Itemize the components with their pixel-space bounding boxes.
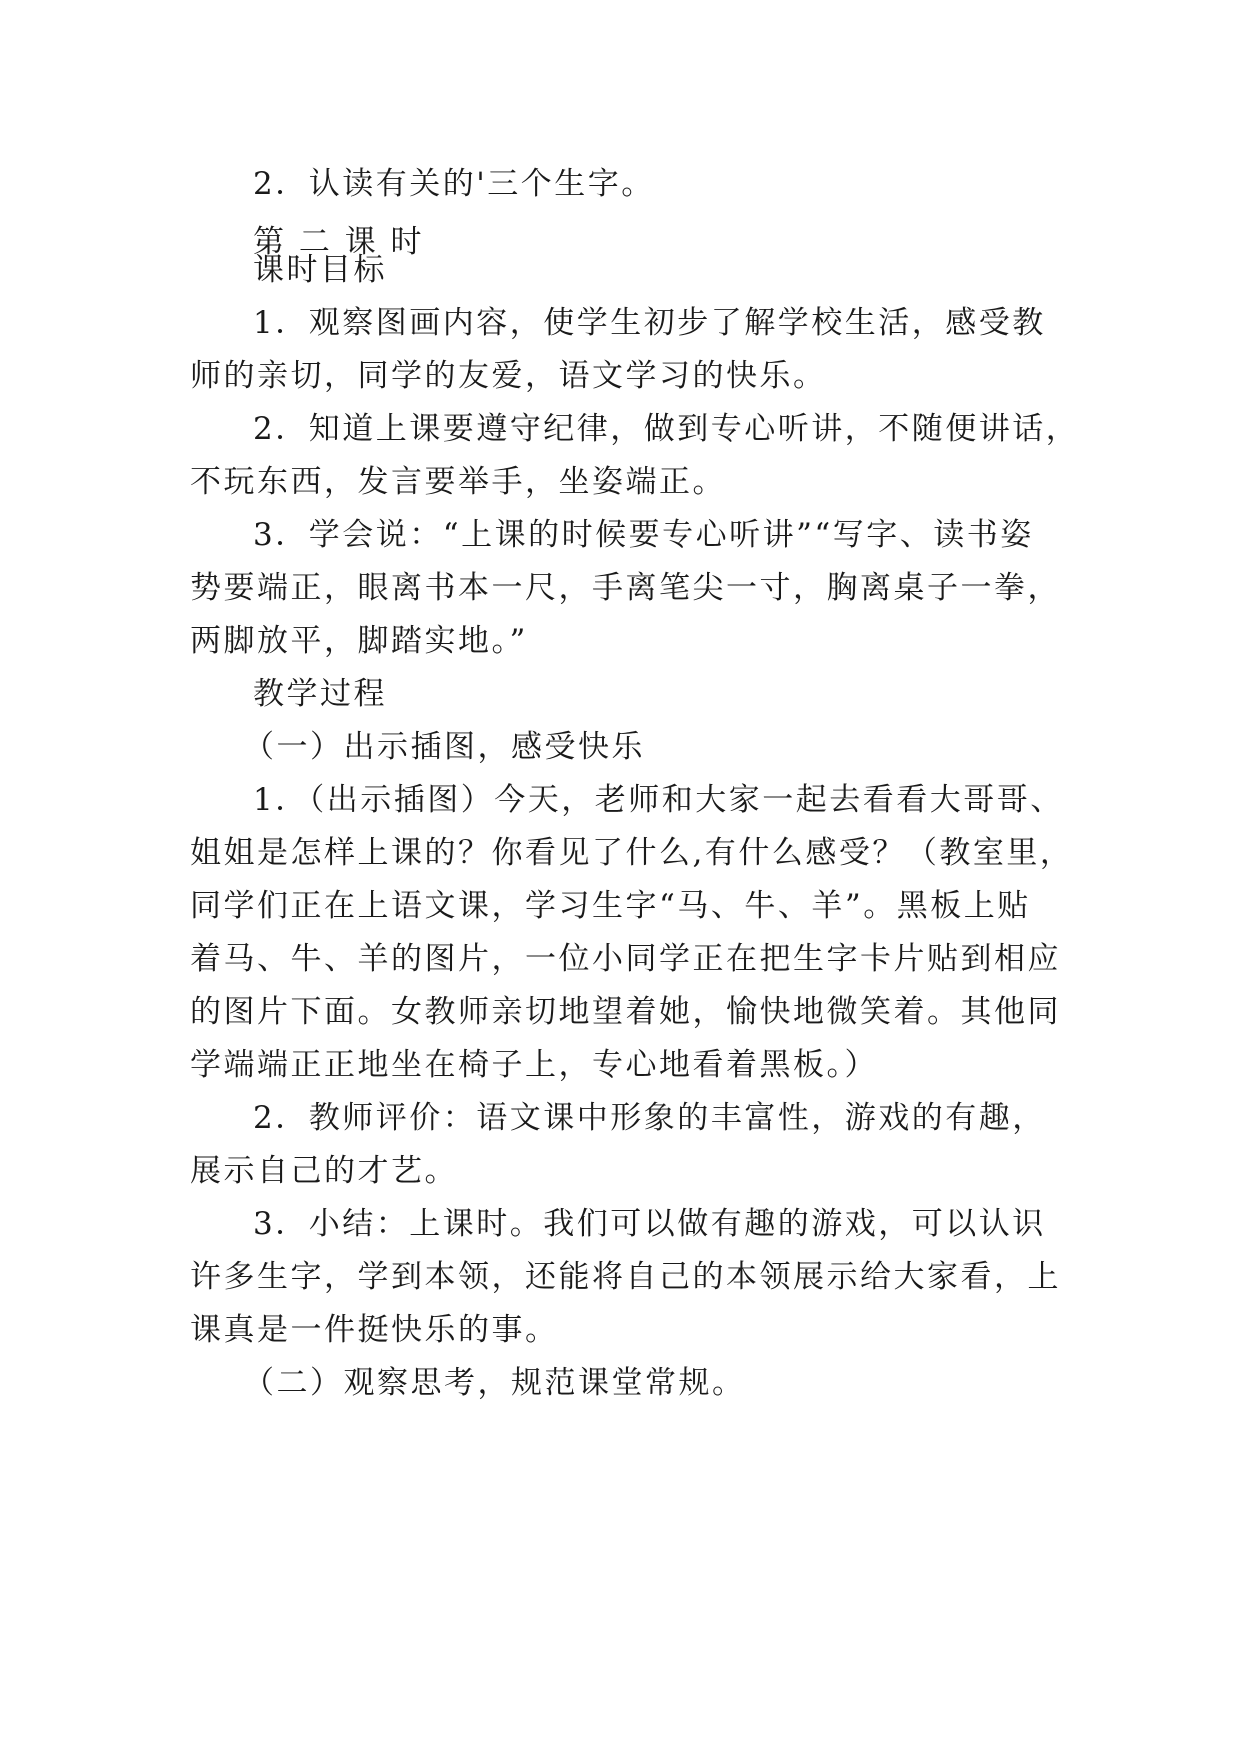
text-line: 2．教师评价：语文课中形象的丰富性，游戏的有趣，	[253, 1100, 1046, 1136]
text-line: 课真是一件挺快乐的事。	[190, 1312, 559, 1348]
subheading: （二）观察思考，规范课堂常规。	[243, 1365, 746, 1401]
text-line: 着马、牛、羊的图片，一位小同学正在把生字卡片贴到相应	[190, 941, 1061, 977]
text-line: 1．（出示插图）今天，老师和大家一起去看看大哥哥、	[253, 782, 1064, 818]
text-line: 同学们正在上语文课，学习生字“马、牛、羊”。黑板上贴	[190, 888, 1031, 924]
text-line: 势要端正，眼离书本一尺，手离笔尖一寸，胸离桌子一拳，	[190, 570, 1061, 606]
text-line: 3．学会说：“上课的时候要专心听讲”“写字、读书姿	[253, 517, 1034, 553]
text-line: 展示自己的才艺。	[190, 1153, 458, 1189]
subheading: 教学过程	[253, 676, 387, 712]
text-line: 姐姐是怎样上课的？你看见了什么,有什么感受？（教室里，	[190, 835, 1074, 871]
text-line: 师的亲切，同学的友爱，语文学习的快乐。	[190, 358, 827, 394]
text-line: 许多生字，学到本领，还能将自己的本领展示给大家看，上	[190, 1259, 1061, 1295]
subheading: 课时目标	[253, 252, 387, 288]
text-line: 3．小结：上课时。我们可以做有趣的游戏，可以认识	[253, 1206, 1046, 1242]
text-line: 2．认读有关的'三个生字。	[253, 166, 655, 202]
text-line: 的图片下面。女教师亲切地望着她，愉快地微笑着。其他同	[190, 994, 1061, 1030]
subheading: （一）出示插图，感受快乐	[243, 729, 645, 765]
text-line: 学端端正正地坐在椅子上，专心地看着黑板。）	[190, 1047, 878, 1083]
text-line: 1．观察图画内容，使学生初步了解学校生活，感受教	[253, 305, 1046, 341]
text-line: 不玩东西，发言要举手，坐姿端正。	[190, 464, 726, 500]
text-line: 两脚放平，脚踏实地。”	[190, 623, 528, 659]
text-line: 2．知道上课要遵守纪律，做到专心听讲，不随便讲话，	[253, 411, 1080, 447]
section-heading: 第 二 课 时	[253, 224, 425, 260]
